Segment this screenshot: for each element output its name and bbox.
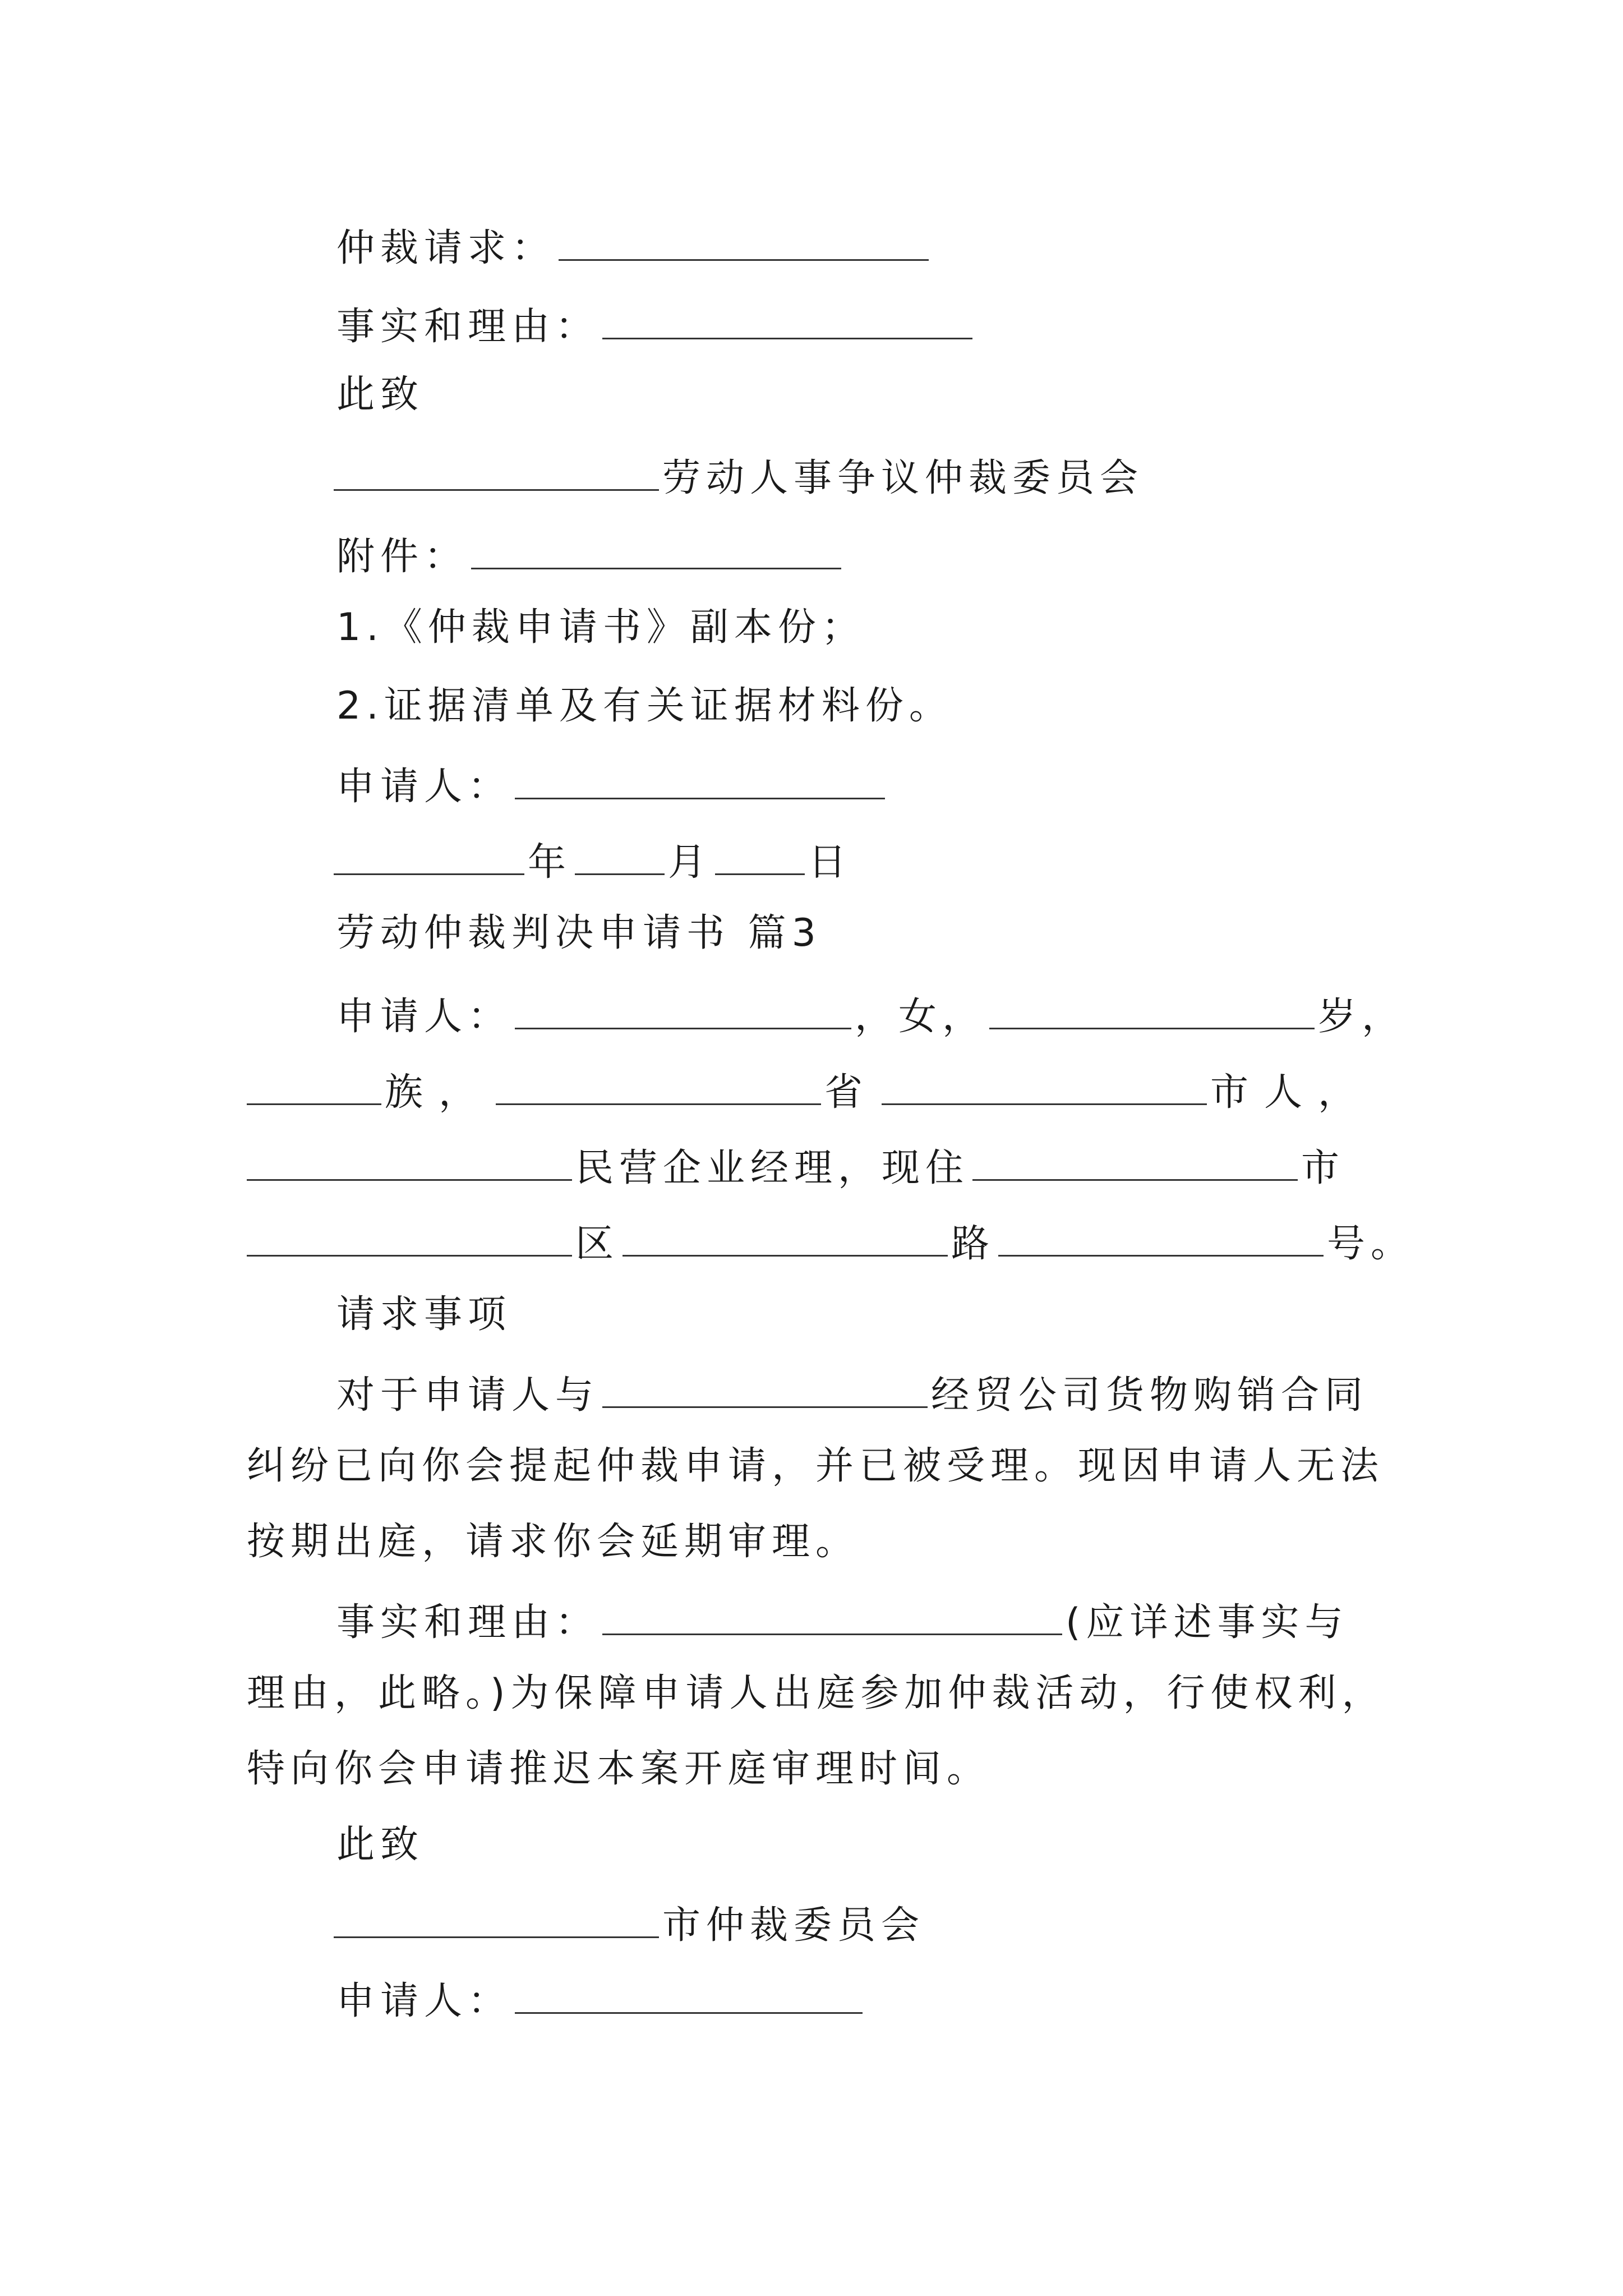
req1a: 对于申请人与 [336,1373,600,1418]
committee-blank-1[interactable] [334,454,659,491]
district-blank[interactable] [247,1220,572,1257]
month-label: 月 [668,840,712,885]
applicant-info-line-1 [336,993,1406,1039]
salutation-1: 此致 [336,372,425,417]
facts-label-3: 事实和理由： [336,1600,600,1645]
committee-line-1 [334,454,1144,498]
attach-item-1: 1.《仲裁申请书》副本份； [336,605,865,650]
p1-age: 岁， [1318,995,1406,1039]
year-blank[interactable] [334,839,524,875]
applicant-info-line-4 [247,1220,1415,1266]
residence-city-blank[interactable] [972,1144,1298,1181]
salutation-3: 此致 [336,1823,425,1867]
applicant-blank-1[interactable] [515,763,885,799]
facts-blank-3[interactable] [602,1599,1062,1635]
counterparty-blank[interactable] [602,1372,928,1408]
date-line [334,839,852,885]
facts-line [336,303,976,349]
province-blank[interactable] [496,1069,821,1105]
p4-road: 路 [951,1222,995,1266]
applicant-info-line-3 [247,1144,1345,1188]
p3-job: 民营企业经理，现住 [575,1146,970,1190]
p2-city-person: 市人， [1210,1070,1372,1115]
applicant-info-line-2 [247,1069,1372,1115]
p3-city: 市 [1301,1146,1345,1190]
p4-no: 号。 [1327,1222,1415,1266]
claim-label: 仲裁请求： [336,226,556,270]
p2-ethnic: 族， [385,1070,493,1115]
committee-suffix-1: 劳动人事争议仲裁委员会 [662,456,1144,500]
applicant-label-1: 申请人： [336,765,512,809]
company-blank[interactable] [247,1144,572,1181]
p4-district: 区 [575,1222,620,1266]
attach-label: 附件： [336,535,468,579]
p1-female: ，女， [855,995,986,1039]
attach-blank[interactable] [471,533,841,569]
day-blank[interactable] [715,839,805,875]
attach-item-2: 2.证据清单及有关证据材料份。 [336,684,953,728]
facts-note: (应详述事实与 [1066,1600,1349,1645]
facts-line-3 [336,1599,1349,1645]
request-line-3: 按期出庭，请求你会延期审理。 [247,1520,860,1564]
claim-line [336,224,932,268]
attach-line [336,533,845,579]
request-line-2: 纠纷已向你会提起仲裁申请，并已被受理。现因申请人无法 [247,1444,1385,1488]
year-label: 年 [528,840,572,885]
facts-line-3c: 特向你会申请推迟本案开庭审理时间。 [247,1747,991,1791]
req1b: 经贸公司货物购销合同 [931,1373,1369,1418]
facts-label: 事实和理由： [336,305,600,349]
name-blank[interactable] [515,993,851,1029]
p2-province: 省 [824,1070,879,1115]
facts-blank[interactable] [602,303,972,339]
applicant-line-1 [336,763,888,809]
section3-heading: 劳动仲裁判决申请书 篇3 [336,911,822,955]
request-line-1 [336,1372,1369,1418]
road-blank[interactable] [623,1220,948,1257]
applicant-line-3 [336,1977,866,2021]
committee-blank-3[interactable] [334,1902,659,1938]
committee-suffix-3: 市仲裁委员会 [662,1903,925,1948]
day-label: 日 [808,840,852,885]
month-blank[interactable] [575,839,665,875]
number-blank[interactable] [998,1220,1324,1257]
ethnic-blank[interactable] [247,1069,381,1105]
city-blank[interactable] [882,1069,1207,1105]
applicant-blank-3[interactable] [515,1977,863,2014]
applicant-label-3: 申请人： [336,1979,512,2023]
facts-line-3b: 理由，此略。)为保障申请人出庭参加仲裁活动，行使权利， [247,1671,1386,1715]
p1-label: 申请人： [336,995,512,1039]
request-heading: 请求事项 [336,1292,512,1337]
committee-line-3 [334,1902,925,1948]
claim-blank[interactable] [559,224,929,261]
age-blank[interactable] [989,993,1315,1029]
